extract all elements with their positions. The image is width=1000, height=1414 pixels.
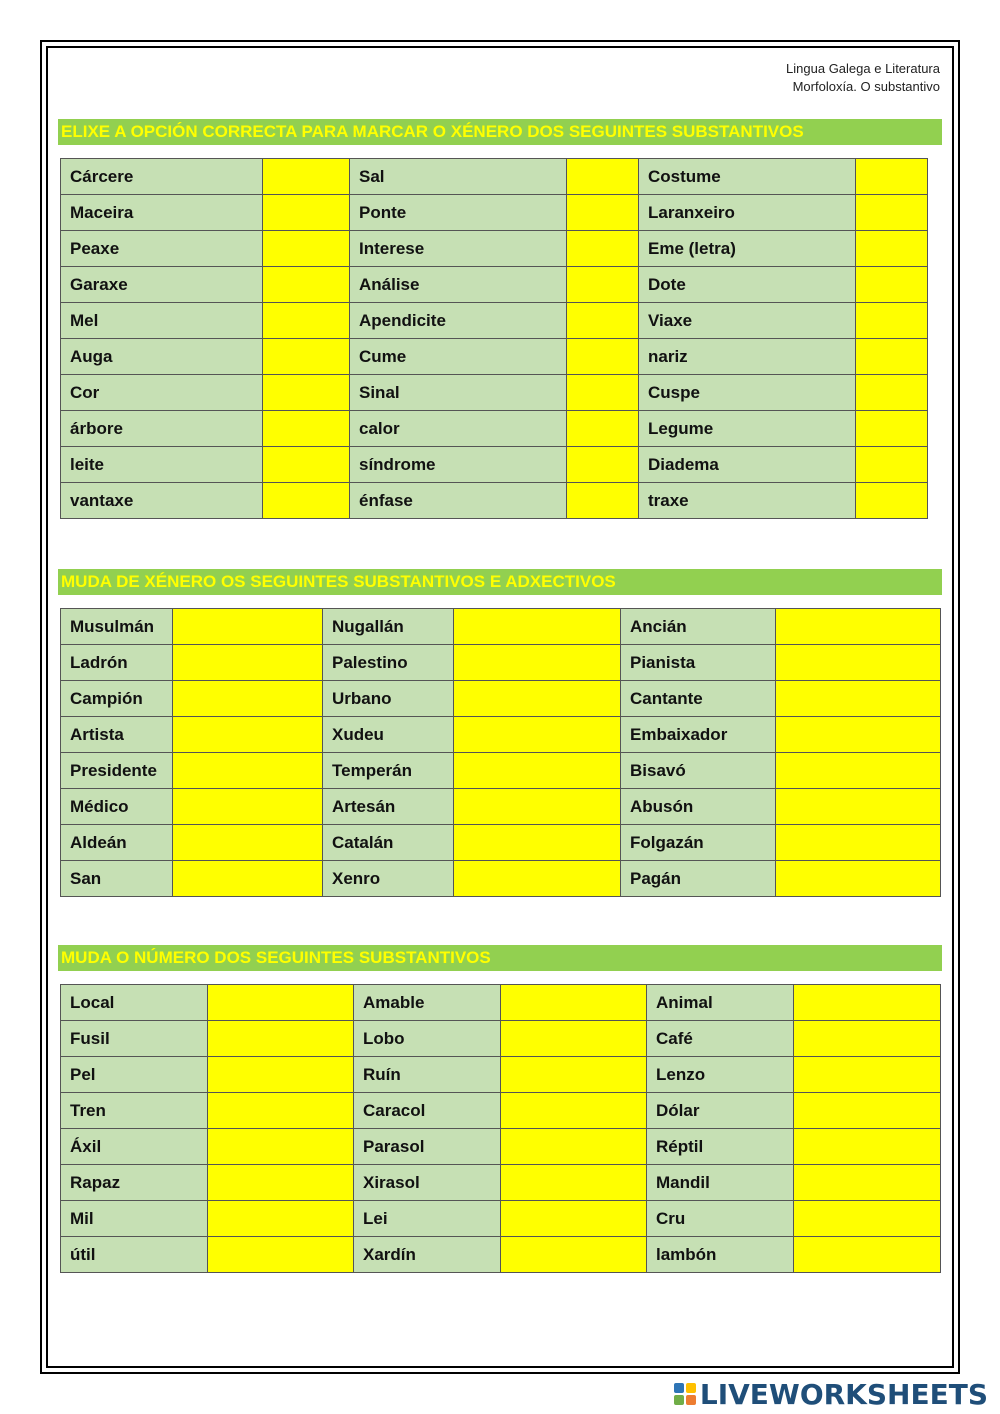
- answer-field[interactable]: [794, 1057, 941, 1093]
- word-cell: Ladrón: [61, 645, 173, 681]
- word-cell: Legume: [639, 411, 856, 447]
- table-row: [61, 681, 941, 717]
- answer-field[interactable]: [794, 1201, 941, 1237]
- word-cell: Amable: [354, 985, 501, 1021]
- answer-field[interactable]: [263, 483, 350, 519]
- answer-field[interactable]: [776, 609, 941, 645]
- answer-field[interactable]: [501, 1201, 647, 1237]
- answer-field[interactable]: [567, 195, 639, 231]
- word-cell: énfase: [350, 483, 567, 519]
- liveworksheets-brand: [674, 1377, 988, 1411]
- answer-field[interactable]: [173, 861, 323, 897]
- word-cell: Cuspe: [639, 375, 856, 411]
- answer-field[interactable]: [173, 717, 323, 753]
- word-cell: vantaxe: [61, 483, 263, 519]
- answer-field[interactable]: [173, 681, 323, 717]
- table-row: [61, 985, 941, 1021]
- brand-name: LIVEWORKSHEETS: [699, 1377, 988, 1411]
- answer-field[interactable]: [776, 861, 941, 897]
- answer-field[interactable]: [263, 303, 350, 339]
- word-cell: Mil: [61, 1201, 208, 1237]
- word-cell: Fusil: [61, 1021, 208, 1057]
- word-cell: Local: [61, 985, 208, 1021]
- answer-field[interactable]: [794, 1165, 941, 1201]
- answer-field[interactable]: [208, 1237, 354, 1273]
- table-row: [61, 645, 941, 681]
- word-cell: Análise: [350, 267, 567, 303]
- answer-field[interactable]: [263, 411, 350, 447]
- word-cell: Campión: [61, 681, 173, 717]
- answer-field[interactable]: [263, 339, 350, 375]
- table-row: [61, 483, 928, 519]
- answer-field[interactable]: [567, 411, 639, 447]
- table-row: [61, 375, 928, 411]
- answer-field[interactable]: [776, 753, 941, 789]
- table-row: [61, 609, 941, 645]
- table-row: [61, 267, 928, 303]
- answer-field[interactable]: [263, 267, 350, 303]
- logo-square-yellow: [686, 1383, 696, 1393]
- answer-field[interactable]: [856, 483, 928, 519]
- answer-field[interactable]: [454, 681, 621, 717]
- word-cell: Palestino: [323, 645, 454, 681]
- word-cell: Ancián: [621, 609, 776, 645]
- word-cell: Café: [647, 1021, 794, 1057]
- answer-field[interactable]: [501, 1237, 647, 1273]
- word-cell: Ruín: [354, 1057, 501, 1093]
- answer-field[interactable]: [776, 789, 941, 825]
- answer-field[interactable]: [501, 1093, 647, 1129]
- answer-field[interactable]: [567, 447, 639, 483]
- table-row: [61, 1165, 941, 1201]
- table-row: [61, 231, 928, 267]
- word-cell: Xudeu: [323, 717, 454, 753]
- answer-field[interactable]: [776, 717, 941, 753]
- answer-field[interactable]: [208, 1093, 354, 1129]
- answer-field[interactable]: [208, 1057, 354, 1093]
- word-cell: Cárcere: [61, 159, 263, 195]
- gender-choice-table: [60, 158, 928, 519]
- word-cell: Caracol: [354, 1093, 501, 1129]
- answer-field[interactable]: [856, 375, 928, 411]
- answer-field[interactable]: [856, 159, 928, 195]
- word-cell: Xenro: [323, 861, 454, 897]
- answer-field[interactable]: [567, 303, 639, 339]
- answer-field[interactable]: [173, 789, 323, 825]
- word-cell: Xirasol: [354, 1165, 501, 1201]
- answer-field[interactable]: [454, 645, 621, 681]
- answer-field[interactable]: [567, 231, 639, 267]
- table-row: [61, 1129, 941, 1165]
- word-cell: Bisavó: [621, 753, 776, 789]
- word-cell: Artesán: [323, 789, 454, 825]
- answer-field[interactable]: [501, 985, 647, 1021]
- answer-field[interactable]: [794, 1021, 941, 1057]
- table-row: [61, 1057, 941, 1093]
- answer-field[interactable]: [263, 231, 350, 267]
- word-cell: nariz: [639, 339, 856, 375]
- word-cell: Musulmán: [61, 609, 173, 645]
- answer-field[interactable]: [208, 1021, 354, 1057]
- word-cell: Xardín: [354, 1237, 501, 1273]
- answer-field[interactable]: [208, 1201, 354, 1237]
- word-cell: Parasol: [354, 1129, 501, 1165]
- word-cell: Pel: [61, 1057, 208, 1093]
- section-title-change-gender: MUDA DE XÉNERO OS SEGUINTES SUBSTANTIVOS E ADXECTIVOS: [58, 569, 942, 595]
- gender-choice-rows: [61, 159, 928, 519]
- word-cell: Temperán: [323, 753, 454, 789]
- answer-field[interactable]: [454, 717, 621, 753]
- word-cell: Ponte: [350, 195, 567, 231]
- word-cell: Folgazán: [621, 825, 776, 861]
- word-cell: leite: [61, 447, 263, 483]
- answer-field[interactable]: [794, 1237, 941, 1273]
- table-row: [61, 1201, 941, 1237]
- word-cell: Catalán: [323, 825, 454, 861]
- word-cell: Mandil: [647, 1165, 794, 1201]
- word-cell: Nugallán: [323, 609, 454, 645]
- header-topic: Morfoloxía. O substantivo: [792, 79, 940, 94]
- change-number-table: [60, 984, 941, 1273]
- answer-field[interactable]: [776, 681, 941, 717]
- word-cell: síndrome: [350, 447, 567, 483]
- word-cell: Pagán: [621, 861, 776, 897]
- change-number-rows: [61, 985, 941, 1273]
- answer-field[interactable]: [856, 447, 928, 483]
- table-row: [61, 717, 941, 753]
- change-gender-rows: [61, 609, 941, 897]
- liveworksheets-logo-icon: [674, 1383, 696, 1405]
- word-cell: Réptil: [647, 1129, 794, 1165]
- word-cell: Tren: [61, 1093, 208, 1129]
- section-title-gender-choice: ELIXE A OPCIÓN CORRECTA PARA MARCAR O XÉNERO DOS SEGUINTES SUBSTANTIVOS: [58, 119, 942, 145]
- word-cell: Cor: [61, 375, 263, 411]
- word-cell: Eme (letra): [639, 231, 856, 267]
- answer-field[interactable]: [501, 1021, 647, 1057]
- page-header: [786, 60, 940, 96]
- answer-field[interactable]: [501, 1057, 647, 1093]
- answer-field[interactable]: [856, 195, 928, 231]
- word-cell: Garaxe: [61, 267, 263, 303]
- answer-field[interactable]: [263, 447, 350, 483]
- word-cell: Lei: [354, 1201, 501, 1237]
- word-cell: útil: [61, 1237, 208, 1273]
- word-cell: traxe: [639, 483, 856, 519]
- word-cell: Abusón: [621, 789, 776, 825]
- word-cell: Rapaz: [61, 1165, 208, 1201]
- answer-field[interactable]: [856, 267, 928, 303]
- answer-field[interactable]: [794, 1129, 941, 1165]
- word-cell: Cru: [647, 1201, 794, 1237]
- logo-square-green: [674, 1395, 684, 1405]
- word-cell: Pianista: [621, 645, 776, 681]
- answer-field[interactable]: [208, 985, 354, 1021]
- word-cell: Costume: [639, 159, 856, 195]
- word-cell: Artista: [61, 717, 173, 753]
- word-cell: Interese: [350, 231, 567, 267]
- word-cell: Sal: [350, 159, 567, 195]
- answer-field[interactable]: [856, 411, 928, 447]
- answer-field[interactable]: [263, 375, 350, 411]
- answer-field[interactable]: [856, 339, 928, 375]
- word-cell: Dólar: [647, 1093, 794, 1129]
- word-cell: Viaxe: [639, 303, 856, 339]
- word-cell: Diadema: [639, 447, 856, 483]
- answer-field[interactable]: [567, 483, 639, 519]
- table-row: [61, 447, 928, 483]
- word-cell: Sinal: [350, 375, 567, 411]
- answer-field[interactable]: [567, 267, 639, 303]
- answer-field[interactable]: [776, 825, 941, 861]
- word-cell: San: [61, 861, 173, 897]
- table-row: [61, 411, 928, 447]
- word-cell: Lenzo: [647, 1057, 794, 1093]
- word-cell: Cume: [350, 339, 567, 375]
- answer-field[interactable]: [263, 195, 350, 231]
- answer-field[interactable]: [263, 159, 350, 195]
- answer-field[interactable]: [794, 1093, 941, 1129]
- table-row: [61, 1093, 941, 1129]
- word-cell: Peaxe: [61, 231, 263, 267]
- logo-square-orange: [686, 1395, 696, 1405]
- word-cell: Médico: [61, 789, 173, 825]
- table-row: [61, 789, 941, 825]
- word-cell: Cantante: [621, 681, 776, 717]
- table-row: [61, 753, 941, 789]
- word-cell: Auga: [61, 339, 263, 375]
- answer-field[interactable]: [454, 753, 621, 789]
- answer-field[interactable]: [454, 861, 621, 897]
- word-cell: Aldeán: [61, 825, 173, 861]
- word-cell: Apendicite: [350, 303, 567, 339]
- table-row: [61, 861, 941, 897]
- table-row: [61, 825, 941, 861]
- answer-field[interactable]: [567, 159, 639, 195]
- word-cell: Presidente: [61, 753, 173, 789]
- table-row: [61, 303, 928, 339]
- word-cell: Maceira: [61, 195, 263, 231]
- answer-field[interactable]: [501, 1165, 647, 1201]
- answer-field[interactable]: [454, 609, 621, 645]
- answer-field[interactable]: [567, 375, 639, 411]
- header-subject: Lingua Galega e Literatura: [786, 61, 940, 76]
- answer-field[interactable]: [856, 231, 928, 267]
- word-cell: calor: [350, 411, 567, 447]
- word-cell: Embaixador: [621, 717, 776, 753]
- word-cell: Lobo: [354, 1021, 501, 1057]
- answer-field[interactable]: [208, 1129, 354, 1165]
- answer-field[interactable]: [173, 645, 323, 681]
- word-cell: Animal: [647, 985, 794, 1021]
- answer-field[interactable]: [567, 339, 639, 375]
- answer-field[interactable]: [454, 789, 621, 825]
- answer-field[interactable]: [173, 825, 323, 861]
- change-gender-table: [60, 608, 941, 897]
- word-cell: lambón: [647, 1237, 794, 1273]
- table-row: [61, 1237, 941, 1273]
- table-row: [61, 159, 928, 195]
- word-cell: Dote: [639, 267, 856, 303]
- answer-field[interactable]: [173, 753, 323, 789]
- answer-field[interactable]: [794, 985, 941, 1021]
- answer-field[interactable]: [776, 645, 941, 681]
- section-title-change-number: MUDA O NÚMERO DOS SEGUINTES SUBSTANTIVOS: [58, 945, 942, 971]
- word-cell: Laranxeiro: [639, 195, 856, 231]
- word-cell: Urbano: [323, 681, 454, 717]
- word-cell: Mel: [61, 303, 263, 339]
- answer-field[interactable]: [173, 609, 323, 645]
- table-row: [61, 195, 928, 231]
- word-cell: Áxil: [61, 1129, 208, 1165]
- word-cell: árbore: [61, 411, 263, 447]
- table-row: [61, 1021, 941, 1057]
- logo-square-blue: [674, 1383, 684, 1393]
- answer-field[interactable]: [454, 825, 621, 861]
- answer-field[interactable]: [501, 1129, 647, 1165]
- answer-field[interactable]: [856, 303, 928, 339]
- table-row: [61, 339, 928, 375]
- answer-field[interactable]: [208, 1165, 354, 1201]
